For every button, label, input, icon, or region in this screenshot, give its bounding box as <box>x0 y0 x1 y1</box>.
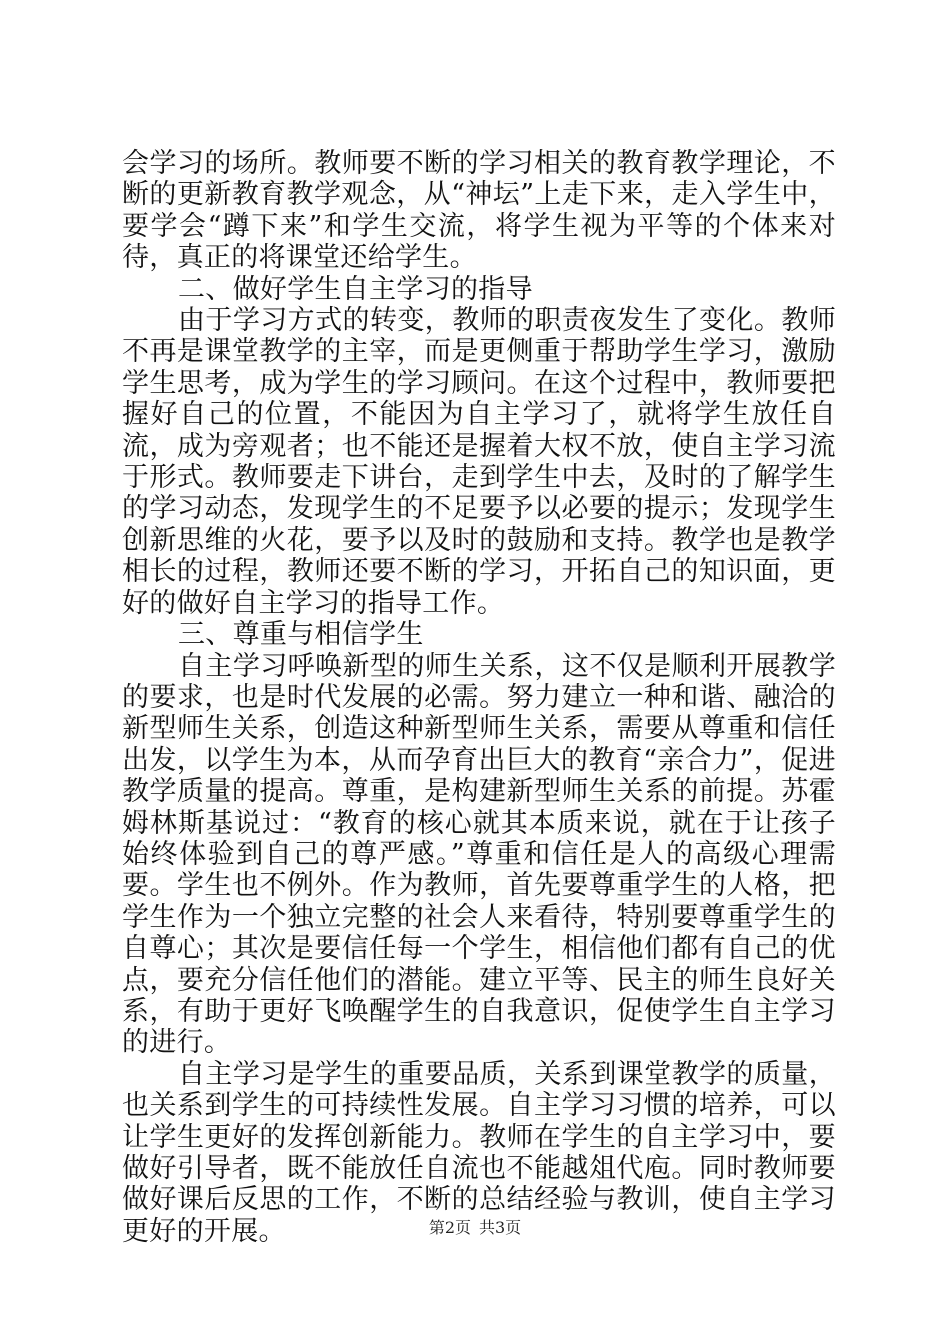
paragraph-continuation: 会学习的场所。教师要不断的学习相关的教育教学理论，不断的更新教育教学观念，从“神坛”上走下来，走入学生中，要学会“蹲下来”和学生交流，将学生视为平等的个体来对待，真正的将课堂还给学生。 <box>122 148 836 274</box>
section-heading-2: 二、做好学生自主学习的指导 <box>178 273 533 305</box>
page-total: 共3页 <box>479 1218 522 1237</box>
paragraph-guidance: 由于学习方式的转变，教师的职责夜发生了变化。教师不再是课堂教学的主宰，而是更侧重于帮助学生学习，激励学生思考，成为学生的学习顾问。在这个过程中，教师要把握好自己的位置，不能因为自主学习了，就将学生放任自流，成为旁观者；也不能还是握着大权不放，使自主学习流于形式。教师要走下讲台，走到学生中去，及时的了解学生的学习动态，发现学生的不足要予以必要的提示；发现学生创新思维的火花，要予以及时的鼓励和支持。教学也是教学相长的过程，教师还要不断的学习，开拓自己的知识面，更好的做好自主学习的指导工作。 <box>122 305 836 619</box>
section-heading-3: 三、尊重与相信学生 <box>178 619 424 651</box>
page-number: 第2页 <box>428 1218 471 1237</box>
paragraph-respect: 自主学习呼唤新型的师生关系，这不仅是顺利开展教学的要求，也是时代发展的必需。努力建立一种和谐、融洽的新型师生关系，创造这种新型师生关系，需要从尊重和信任出发，以学生为本，从而孕育出巨大的教育“亲合力”，促进教学质量的提高。尊重，是构建新型师生关系的前提。苏霍姆林斯基说过：“教育的核心就其本质来说，就在于让孩子始终体验到自己的尊严感。”尊重和信任是人的高级心理需要。学生也不例外。作为教师，首先要尊重学生的人格，把学生作为一个独立完整的社会人来看待，特别要尊重学生的自尊心；其次是要信任每一个学生，相信他们都有自己的优点，要充分信任他们的潜能。建立平等、民主的师生良好关系，有助于更好飞唤醒学生的自我意识，促使学生自主学习的进行。 <box>122 650 836 1059</box>
document-body <box>122 148 836 1247</box>
paragraph-conclusion: 自主学习是学生的重要品质，关系到课堂教学的质量，也关系到学生的可持续性发展。自主学习习惯的培养，可以让学生更好的发挥创新能力。教师在学生的自主学习中，要做好引导者，既不能放任自流也不能越俎代庖。同时教师要做好课后反思的工作，不断的总结经验与教训，使自主学习更好的开展。 <box>122 1058 836 1247</box>
page-footer <box>0 1218 950 1238</box>
